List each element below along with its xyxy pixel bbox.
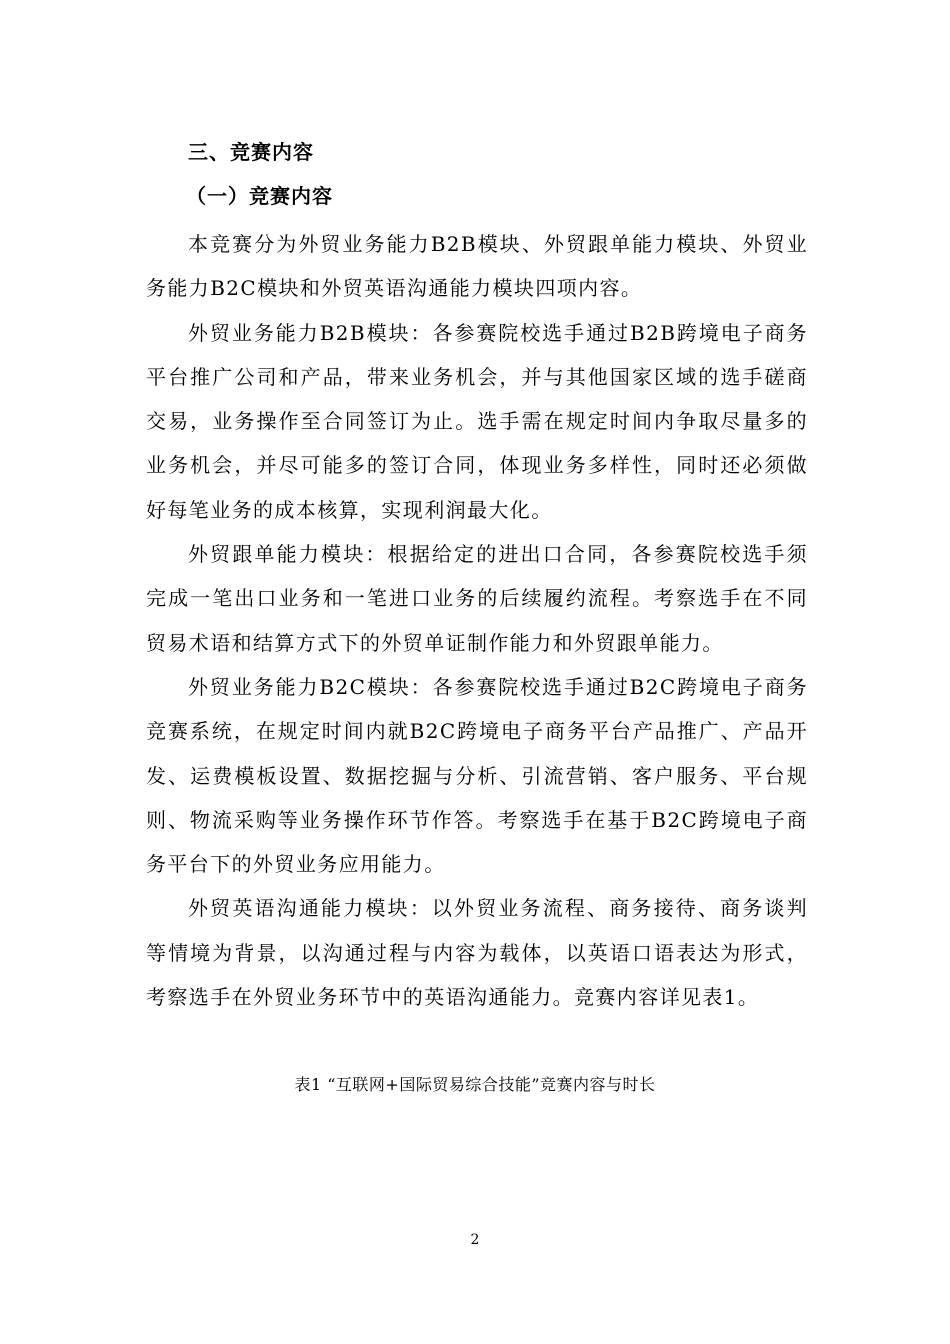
- section-title: 三、竞赛内容: [188, 140, 314, 164]
- paragraph-b2b-module: 外贸业务能力B2B模块：各参赛院校选手通过B2B跨境电子商务平台推广公司和产品，带来业务机会，并与其他国家区域的选手磋商交易，业务操作至合同签订为止。选手需在规定时间内争取尽量多的业务机会，并尽可能多的签订合同，体现业务多样性，同时还必须做好每笔业务的成本核算，实现利润最大化。: [146, 320, 808, 522]
- document-body: [146, 132, 808, 1019]
- paragraph-documentation-module: 外贸跟单能力模块：根据给定的进出口合同，各参赛院校选手须完成一笔出口业务和一笔进口业务的后续履约流程。考察选手在不同贸易术语和结算方式下的外贸单证制作能力和外贸跟单能力。: [146, 542, 808, 655]
- table-caption: 表1 “互联网+国际贸易综合技能”竞赛内容与时长: [294, 1075, 656, 1094]
- page-number: 2: [470, 1232, 480, 1248]
- paragraph-overview: 本竞赛分为外贸业务能力B2B模块、外贸跟单能力模块、外贸业务能力B2C模块和外贸英语沟通能力模块四项内容。: [146, 232, 808, 301]
- paragraph-b2c-module: 外贸业务能力B2C模块：各参赛院校选手通过B2C跨境电子商务竞赛系统，在规定时间内就B2C跨境电子商务平台产品推广、产品开发、运费模板设置、数据挖掘与分析、引流营销、客户服务、平台规则、物流采购等业务操作环节作答。考察选手在基于B2C跨境电子商务平台下的外贸业务应用能力。: [146, 674, 808, 877]
- paragraph-english-module: 外贸英语沟通能力模块：以外贸业务流程、商务接待、商务谈判等情境为背景，以沟通过程与内容为载体，以英语口语表达为形式，考察选手在外贸业务环节中的英语沟通能力。竞赛内容详见表1。: [146, 896, 808, 1010]
- subsection-title: （一）竞赛内容: [186, 184, 333, 208]
